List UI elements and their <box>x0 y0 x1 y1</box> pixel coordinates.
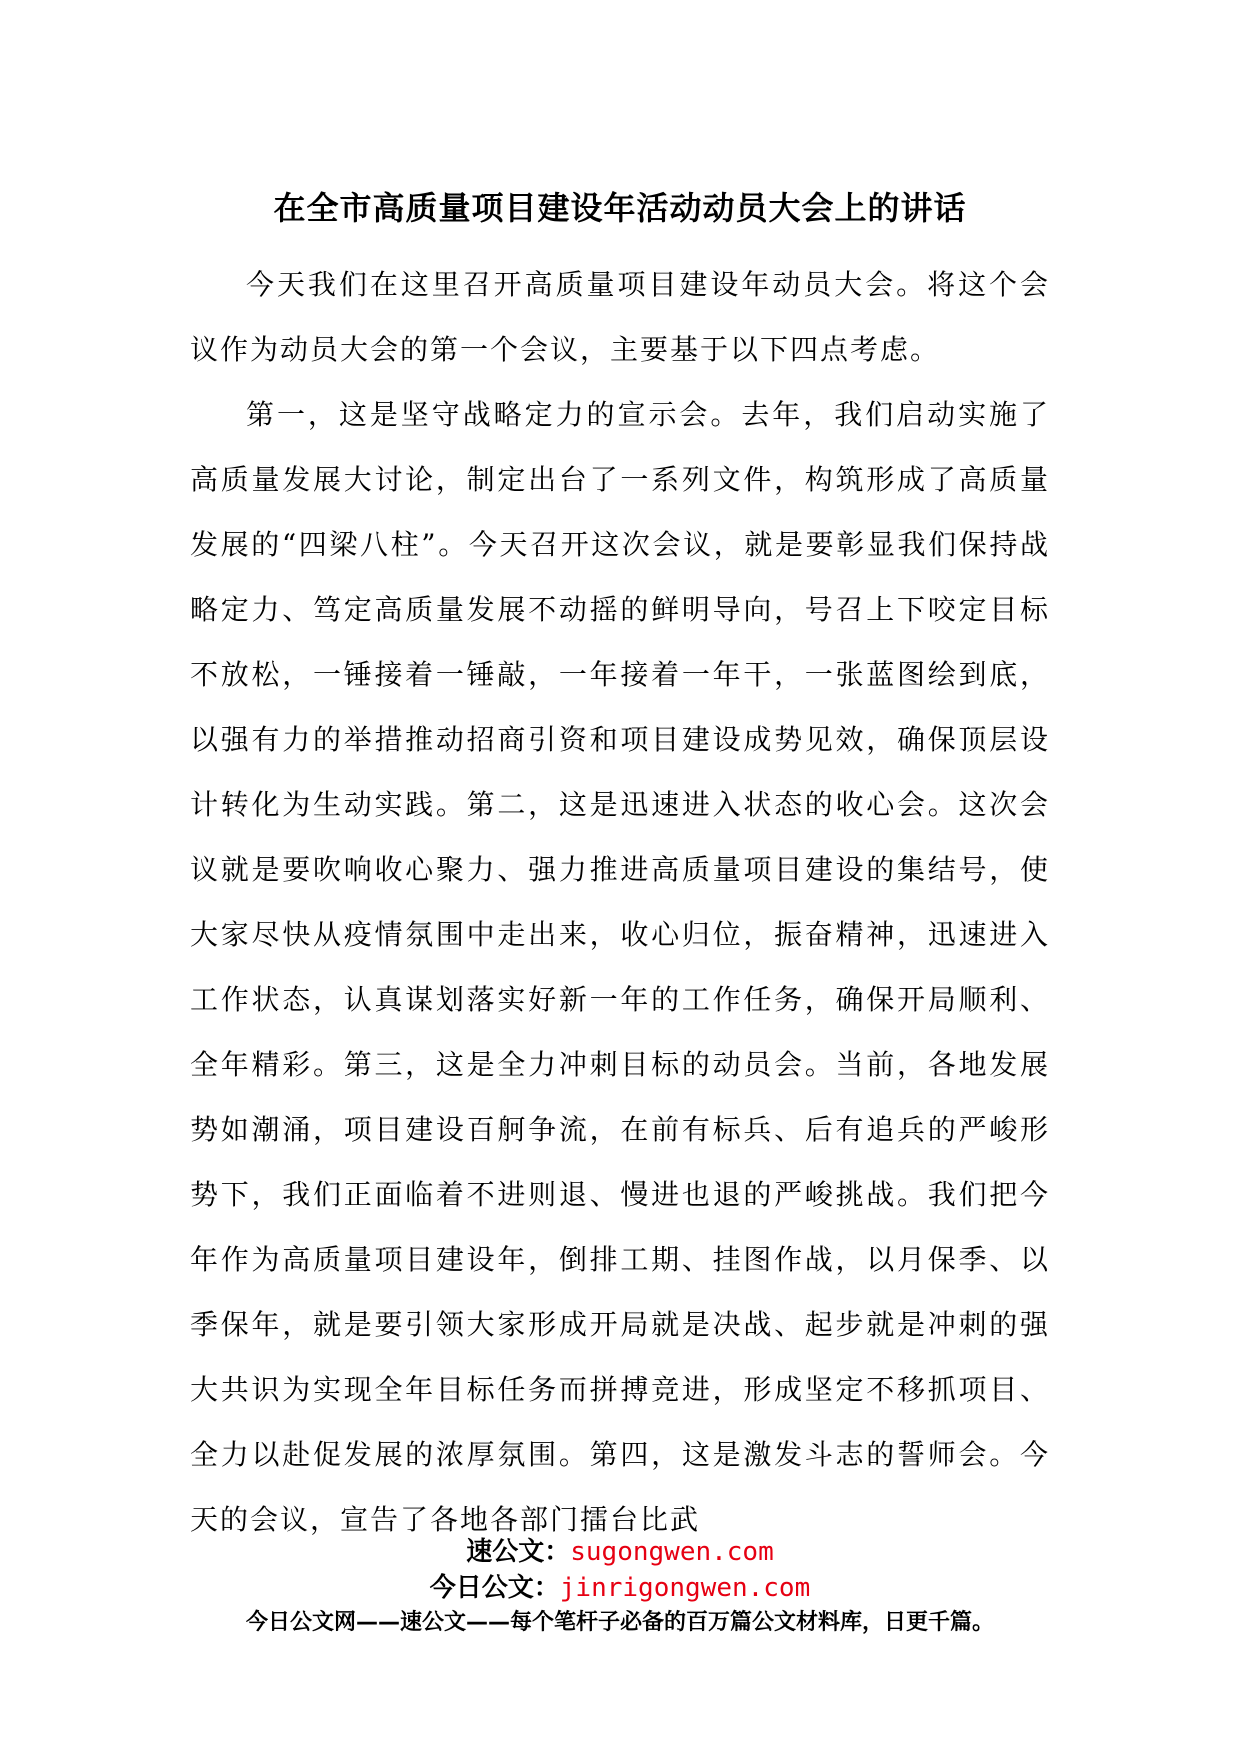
paragraph-main: 第一，这是坚守战略定力的宣示会。去年，我们启动实施了高质量发展大讨论，制定出台了一系列文件，构筑形成了高质量发展的“四梁八柱”。今天召开这次会议，就是要彰显我们保持战略定力、笃定高质量发展不动摇的鲜明导向，号召上下咬定目标不放松，一锤接着一锤敲，一年接着一年干，一张蓝图绘到底，以强有力的举措推动招商引资和项目建设成势见效，确保顶层设计转化为生动实践。第二，这是迅速进入状态的收心会。这次会议就是要吹响收心聚力、强力推进高质量项目建设的集结号，使大家尽快从疫情氛围中走出来，收心归位，振奋精神，迅速进入工作状态，认真谋划落实好新一年的工作任务，确保开局顺利、全年精彩。第三，这是全力冲刺目标的动员会。当前，各地发展势如潮涌，项目建设百舸争流，在前有标兵、后有追兵的严峻形势下，我们正面临着不进则退、慢进也退的严峻挑战。我们把今年作为高质量项目建设年，倒排工期、挂图作战，以月保季、以季保年，就是要引领大家形成开局就是决战、起步就是冲刺的强大共识为实现全年目标任务而拼搏竞进，形成坚定不移抓项目、全力以赴促发展的浓厚氛围。第四，这是激发斗志的誓师会。今天的会议，宣告了各地各部门擂台比武 <box>190 398 1050 1536</box>
footer <box>0 1534 1240 1640</box>
footer-link-jinrigongwen[interactable]: jinrigongwen.com <box>559 1573 811 1603</box>
paragraph-intro: 今天我们在这里召开高质量项目建设年动员大会。将这个会议作为动员大会的第一个会议，主要基于以下四点考虑。 <box>190 268 1050 366</box>
footer-label-sugongwen: 速公文： <box>466 1537 571 1567</box>
footer-slogan: 今日公文网——速公文——每个笔杆子必备的百万篇公文材料库，日更千篇。 <box>245 1610 994 1635</box>
document-body <box>190 252 1050 1552</box>
document-title: 在全市高质量项目建设年活动动员大会上的讲话 <box>273 189 967 227</box>
footer-line-jinrigongwen <box>0 1570 1240 1606</box>
footer-link-sugongwen[interactable]: sugongwen.com <box>570 1537 774 1567</box>
footer-label-jinrigongwen: 今日公文： <box>429 1573 560 1603</box>
footer-line-sugongwen <box>0 1534 1240 1570</box>
